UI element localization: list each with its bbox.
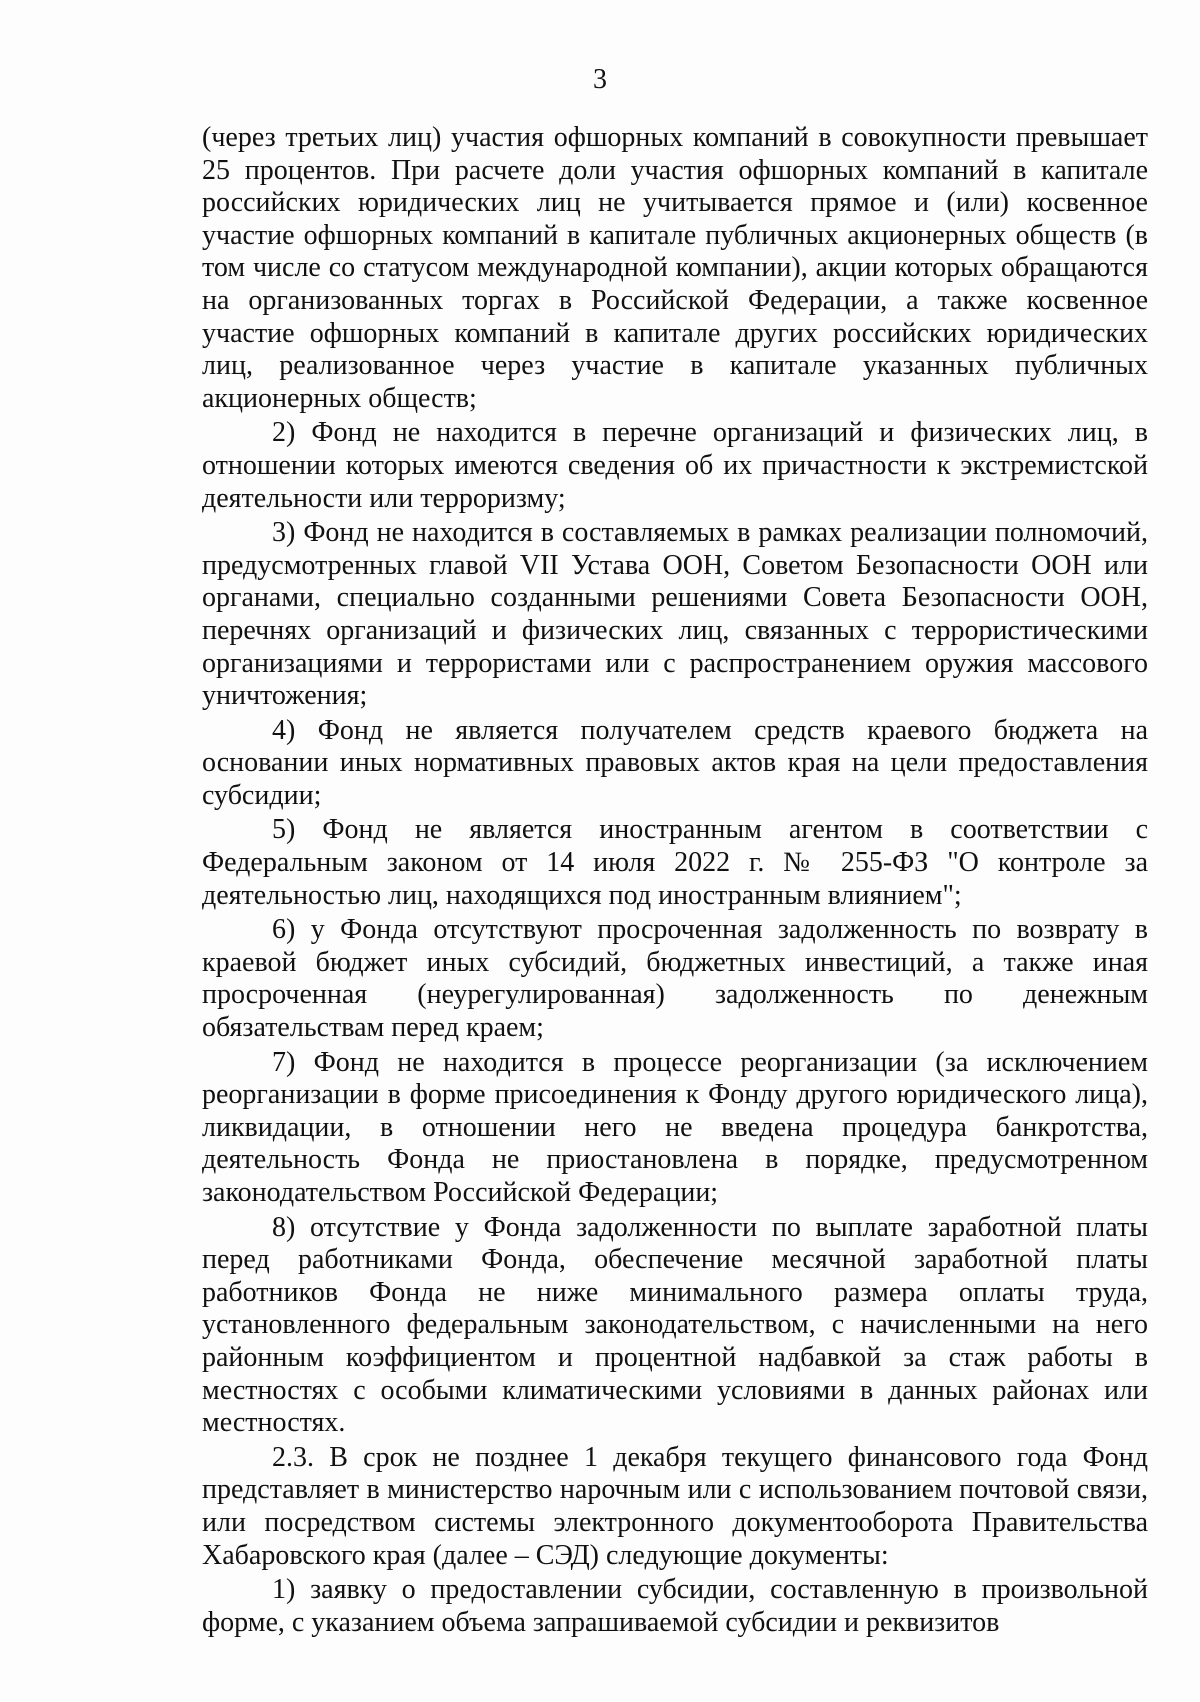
- paragraph-item-8: 8) отсутствие у Фонда задолженности по выплате заработной платы перед работниками Фонда, обеспечение месячной заработной платы работников Фонда не ниже минимального размера оплаты труда, установленного федеральным законодательством, с начисленными на него районным коэффициентом и процентной надбавкой за стаж работы в местностях с особыми климатическими условиями в данных районах или местностях.: [202, 1211, 1148, 1439]
- paragraph-section-2-3: 2.3. В срок не позднее 1 декабря текущего финансового года Фонд представляет в министерство нарочным или с использованием почтовой связи, или посредством системы электронного документооборота Правительства Хабаровского края (далее – СЭД) следующие документы:: [202, 1441, 1148, 1571]
- paragraph-item-6: 6) у Фонда отсутствуют просроченная задолженность по возврату в краевой бюджет иных субсидий, бюджетных инвестиций, а также иная просроченная (неурегулированная) задолженность по денежным обязательствам перед краем;: [202, 914, 1148, 1044]
- paragraph-continuation: (через третьих лиц) участия офшорных компаний в совокупности превышает 25 процентов. При расчете доли участия офшорных компаний в капитале российских юридических лиц не учитывается прямое и (или) косвенное участие офшорных компаний в капитале публичных акционерных обществ (в том числе со статусом международной компании), акции которых обращаются на организованных торгах в Российской Федерации, а также косвенное участие офшорных компаний в капитале других российских юридических лиц, реализованное через участие в капитале указанных публичных акционерных обществ;: [202, 122, 1148, 414]
- paragraph-item-4: 4) Фонд не является получателем средств краевого бюджета на основании иных нормативных правовых актов края на цели предоставления субсидии;: [202, 714, 1148, 811]
- paragraph-item-3: 3) Фонд не находится в составляемых в рамках реализации полномочий, предусмотренных главой VII Устава ООН, Советом Безопасности ООН или органами, специально созданными решениями Совета Безопасности ООН, перечнях организаций и физических лиц, связанных с террористическими организациями и террористами или с распространением оружия массового уничтожения;: [202, 517, 1148, 712]
- document-body: [202, 122, 1148, 1641]
- page-number: 3: [593, 64, 607, 95]
- paragraph-item-5: 5) Фонд не является иностранным агентом в соответствии с Федеральным законом от 14 июля 2022 г. № 255-ФЗ "О контроле за деятельностью лиц, находящихся под иностранным влиянием";: [202, 814, 1148, 911]
- paragraph-item-7: 7) Фонд не находится в процессе реорганизации (за исключением реорганизации в форме присоединения к Фонду другого юридического лица), ликвидации, в отношении него не введена процедура банкротства, деятельность Фонда не приостановлена в порядке, предусмотренном законодательством Российской Федерации;: [202, 1046, 1148, 1208]
- paragraph-item-2: 2) Фонд не находится в перечне организаций и физических лиц, в отношении которых имеются сведения об их причастности к экстремистской деятельности или терроризму;: [202, 417, 1148, 514]
- paragraph-subitem-1: 1) заявку о предоставлении субсидии, составленную в произвольной форме, с указанием объема запрашиваемой субсидии и реквизитов: [202, 1574, 1148, 1638]
